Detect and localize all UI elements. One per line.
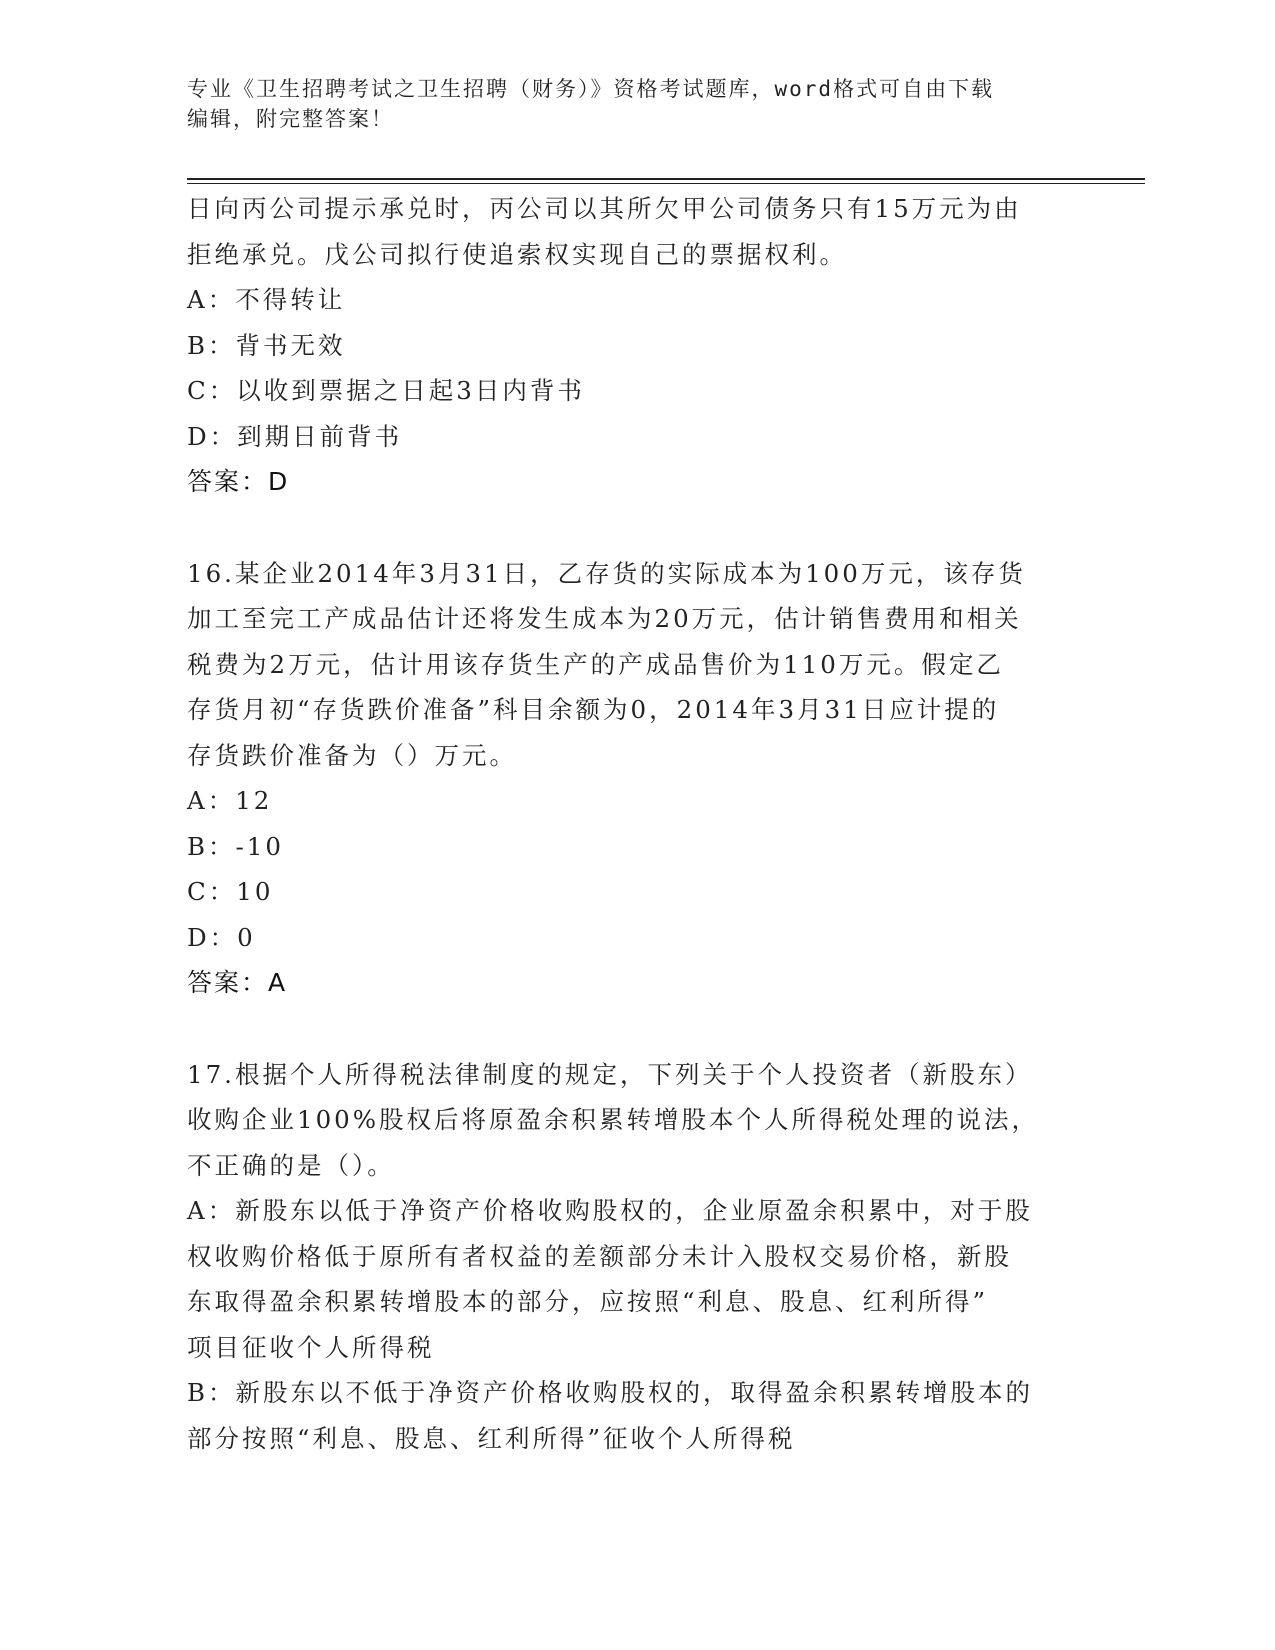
option-b: B：-10 (187, 831, 284, 861)
option-d: D：到期日前背书 (187, 421, 403, 451)
document-header (187, 74, 1067, 134)
option-a-line: A：新股东以低于净资产价格收购股权的，企业原盈余积累中，对于股 (187, 1196, 1033, 1225)
header-line-1: 专业《卫生招聘考试之卫生招聘（财务）》资格考试题库，word格式可自由下载 (187, 77, 995, 101)
question-16 (187, 551, 1067, 1006)
question-15-tail (187, 186, 1067, 505)
option-a: A：12 (187, 786, 273, 815)
option-a-line: 权收购价格低于原所有者权益的差额部分未计入股权交易价格，新股 (187, 1241, 1012, 1271)
question-text-line: 存货跌价准备为（）万元。 (187, 740, 517, 770)
option-a-line: 东取得盈余积累转增股本的部分，应按照“利息、股息、红利所得” (187, 1287, 989, 1316)
option-b-line: B：新股东以不低于净资产价格收购股权的，取得盈余积累转增股本的 (187, 1378, 1034, 1407)
question-text-line: 税费为2万元，估计用该存货生产的产成品售价为110万元。假定乙 (187, 649, 1004, 679)
option-a-line: 项目征收个人所得税 (187, 1332, 435, 1362)
question-text-line: 16.某企业2014年3月31日，乙存货的实际成本为100万元，该存货 (187, 558, 1026, 588)
option-b: B：背书无效 (187, 330, 346, 360)
option-b-line: 部分按照“利息、股息、红利所得”征收个人所得税 (187, 1423, 796, 1453)
question-text-line: 拒绝承兑。戊公司拟行使追索权实现自己的票据权利。 (187, 239, 847, 269)
option-a: A：不得转让 (187, 285, 346, 314)
question-text-line: 收购企业100%股权后将原盈余积累转增股本个人所得税处理的说法， (187, 1105, 1040, 1134)
question-text-line: 17.根据个人所得税法律制度的规定，下列关于个人投资者（新股东） (187, 1059, 1033, 1089)
spacer (187, 505, 1067, 551)
question-text-line: 日向丙公司提示承兑时，丙公司以其所欠甲公司债务只有15万元为由 (187, 194, 1022, 223)
header-line-2: 编辑，附完整答案！ (187, 107, 394, 131)
document-body (187, 186, 1067, 1461)
option-c: C：10 (187, 877, 274, 906)
question-text-line: 加工至完工产成品估计还将发生成本为20万元，估计销售费用和相关 (187, 604, 1022, 633)
question-text-line: 不正确的是（）。 (187, 1150, 395, 1180)
question-17 (187, 1052, 1067, 1462)
header-rule-thick (187, 178, 1145, 180)
answer-label: 答案：A (187, 968, 288, 997)
option-c: C：以收到票据之日起3日内背书 (187, 376, 585, 405)
answer-label: 答案：D (187, 467, 290, 496)
option-d: D：0 (187, 922, 256, 952)
question-text-line: 存货月初“存货跌价准备”科目余额为0，2014年3月31日应计提的 (187, 695, 1000, 724)
spacer (187, 1006, 1067, 1052)
header-rule-thin (187, 183, 1145, 184)
